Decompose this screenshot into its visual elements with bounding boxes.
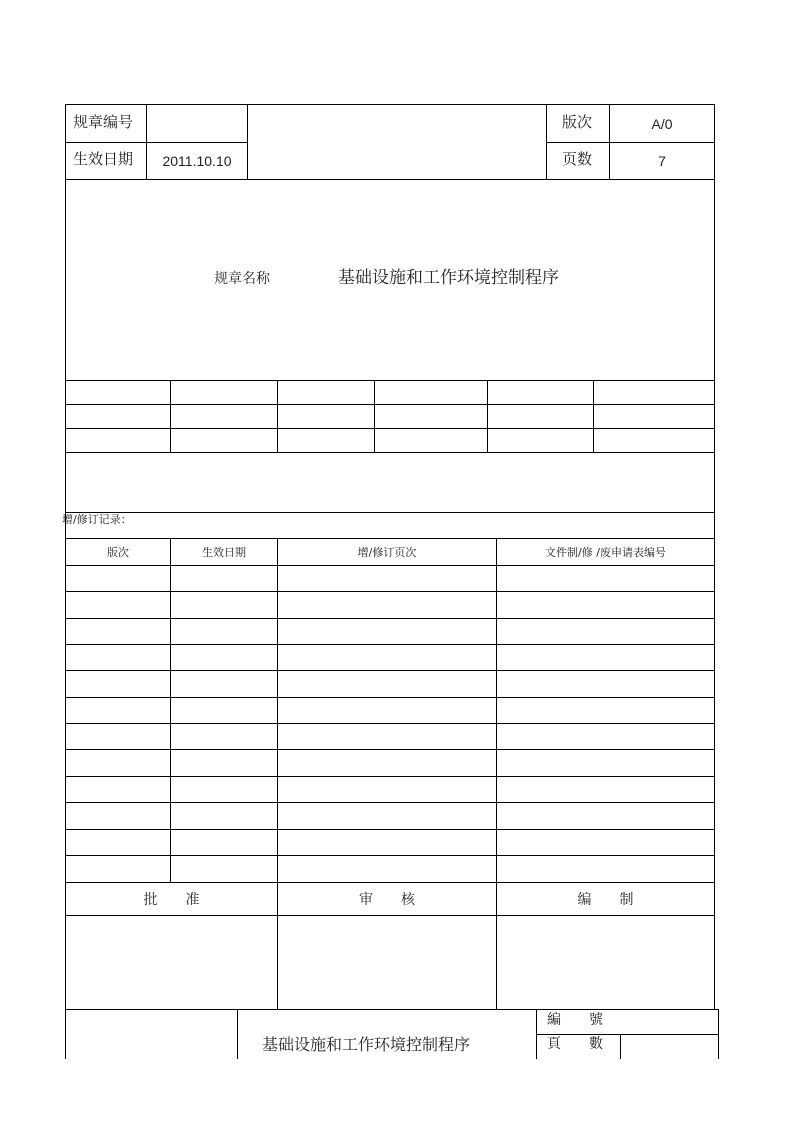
revision-section-label: 增/修订记录：	[62, 513, 132, 526]
revision-row-line	[65, 670, 715, 671]
revision-row-line	[65, 644, 715, 645]
grid-col-3	[374, 380, 375, 453]
grid-col-4	[487, 380, 488, 453]
header-col-2	[247, 104, 248, 180]
reg-no-label: 规章编号	[73, 113, 134, 131]
footer-col-line-1	[237, 1009, 238, 1059]
grid-col-5	[593, 380, 594, 453]
footer-title: 基础设施和工作环境控制程序	[262, 1035, 471, 1054]
revision-row-line	[65, 591, 715, 592]
approve-label: 批 准	[143, 892, 200, 908]
revision-row-line	[65, 749, 715, 750]
version-value: A/0	[651, 115, 673, 132]
revision-col-pages: 增/修订页次	[357, 546, 417, 559]
reg-no-value	[147, 105, 247, 142]
revision-col-line-2	[277, 538, 278, 883]
footer-top-line	[65, 1009, 719, 1010]
revision-row-line	[65, 829, 715, 830]
grid-line-bottom	[65, 452, 715, 453]
frame-right-border	[714, 104, 715, 1009]
regulation-name-value: 基础设施和工作环境控制程序	[338, 268, 559, 288]
effective-date-label: 生效日期	[73, 150, 134, 168]
grid-line-1	[65, 404, 715, 405]
grid-col-2	[277, 380, 278, 453]
header-col-3	[546, 104, 547, 180]
pages-value: 7	[658, 153, 666, 169]
revision-row-line	[65, 565, 715, 566]
revision-label-top-line	[65, 512, 715, 513]
revision-col-line-3	[496, 538, 497, 883]
pages-label: 页数	[562, 150, 593, 168]
revision-col-version: 版次	[107, 546, 129, 559]
revision-row-line	[65, 697, 715, 698]
revision-col-form-no: 文件制/修 /废申请表编号	[545, 546, 666, 559]
prepare-label: 编 制	[577, 892, 634, 908]
revision-col-effective-date: 生效日期	[202, 546, 246, 559]
grid-col-1	[170, 380, 171, 453]
revision-row-line	[65, 776, 715, 777]
revision-row-line	[65, 723, 715, 724]
grid-line-top	[65, 380, 715, 381]
effective-date-value: 2011.10.10	[162, 153, 232, 169]
revision-col-line-1	[170, 538, 171, 883]
footer-code-label: 編 號	[547, 1012, 603, 1028]
header-bottom-line	[65, 179, 715, 180]
footer-col-line-3	[620, 1034, 621, 1059]
review-label: 审 核	[359, 892, 415, 908]
signoff-header-bottom-line	[65, 915, 715, 916]
version-label: 版次	[562, 113, 593, 131]
revision-row-line	[65, 618, 715, 619]
revision-row-line	[65, 802, 715, 803]
footer-left-border	[65, 1009, 66, 1059]
grid-line-2	[65, 428, 715, 429]
footer-mid-line	[536, 1034, 719, 1035]
regulation-name-label: 规章名称	[214, 271, 270, 287]
footer-pages-label: 頁 數	[547, 1036, 603, 1052]
revision-row-line	[65, 855, 715, 856]
